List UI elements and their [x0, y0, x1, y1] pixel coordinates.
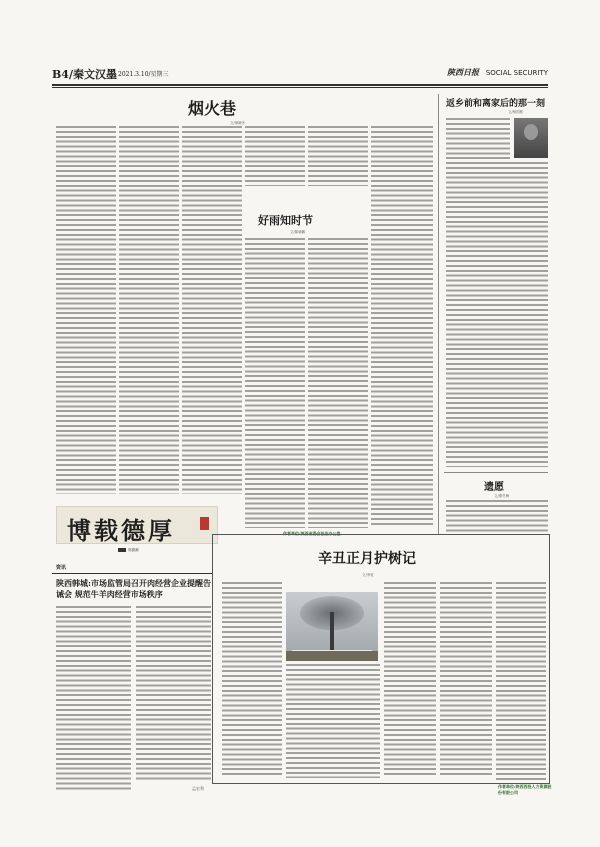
- page-header: [52, 66, 548, 82]
- red-seal: [200, 517, 209, 530]
- text-column: [182, 126, 242, 494]
- byline-yiyuan: 文/康冬梅: [494, 494, 510, 498]
- tree-trunk: [330, 612, 334, 652]
- news-reporter: 孟宏利: [192, 786, 204, 791]
- news-headline: 陕西韩城:市场监管局召开肉经营企业提醒告诫会 规范牛羊肉经营市场秩序: [56, 578, 211, 599]
- ground: [286, 651, 378, 661]
- text-column: [56, 606, 131, 792]
- text-column: [245, 238, 305, 528]
- author-note-bottom: 作者单位:陕西西投人力资源股份有限公司: [498, 784, 552, 795]
- text-column: [308, 126, 368, 186]
- article-title-husu: 辛丑正月护树记: [318, 551, 416, 567]
- text-column: [56, 126, 116, 494]
- calligraphy-image: [56, 506, 218, 544]
- article-title-yanhuoxiang: 烟火巷: [188, 99, 237, 118]
- section-divider: [444, 472, 548, 473]
- news-bar: [52, 573, 212, 574]
- masthead-name: 陕西日报: [447, 67, 480, 77]
- author-note: 作者单位:陕西省委会法治办公室: [283, 531, 341, 536]
- text-column: [136, 606, 211, 782]
- text-column: [496, 582, 546, 780]
- text-column: [245, 126, 305, 186]
- section-label: B4/秦文汉墨: [52, 68, 117, 81]
- text-column: [371, 126, 433, 526]
- text-column: [308, 238, 368, 528]
- masthead-en: SOCIAL SECURITY: [485, 69, 548, 77]
- byline-huanxiang: 文/杨国栋: [508, 110, 524, 114]
- text-column: [446, 118, 510, 160]
- text-column: [119, 126, 179, 494]
- column-divider: [438, 94, 439, 534]
- header-rule: [52, 84, 548, 86]
- byline-husu: 文/李宽: [362, 573, 374, 577]
- article-title-huanxiang: 返乡前和离家后的那一刻: [446, 99, 546, 109]
- byline-yanhuoxiang: 文/徐晓冬: [230, 121, 246, 125]
- article-title-yiyuan: 遗愿: [484, 482, 504, 493]
- tree-photo: [286, 592, 378, 661]
- header-rule-thin: [52, 87, 548, 88]
- masthead: [447, 67, 548, 78]
- issue-date: 2021.3.10/星期三: [118, 71, 169, 78]
- author-photo: [514, 118, 548, 158]
- news-label: 资讯: [56, 565, 67, 571]
- text-column: [440, 582, 492, 778]
- text-column: [384, 582, 436, 778]
- text-column: [446, 500, 548, 532]
- text-column: [286, 664, 380, 778]
- text-column: [222, 582, 282, 778]
- byline-haoyu: 文/陈晓鹏: [290, 230, 306, 234]
- calligraphy-caption: 郭德潮: [118, 548, 139, 553]
- text-column: [446, 162, 548, 467]
- article-title-haoyu: 好雨知时节: [258, 214, 313, 227]
- calligraphy-text: 博载德厚: [67, 516, 175, 544]
